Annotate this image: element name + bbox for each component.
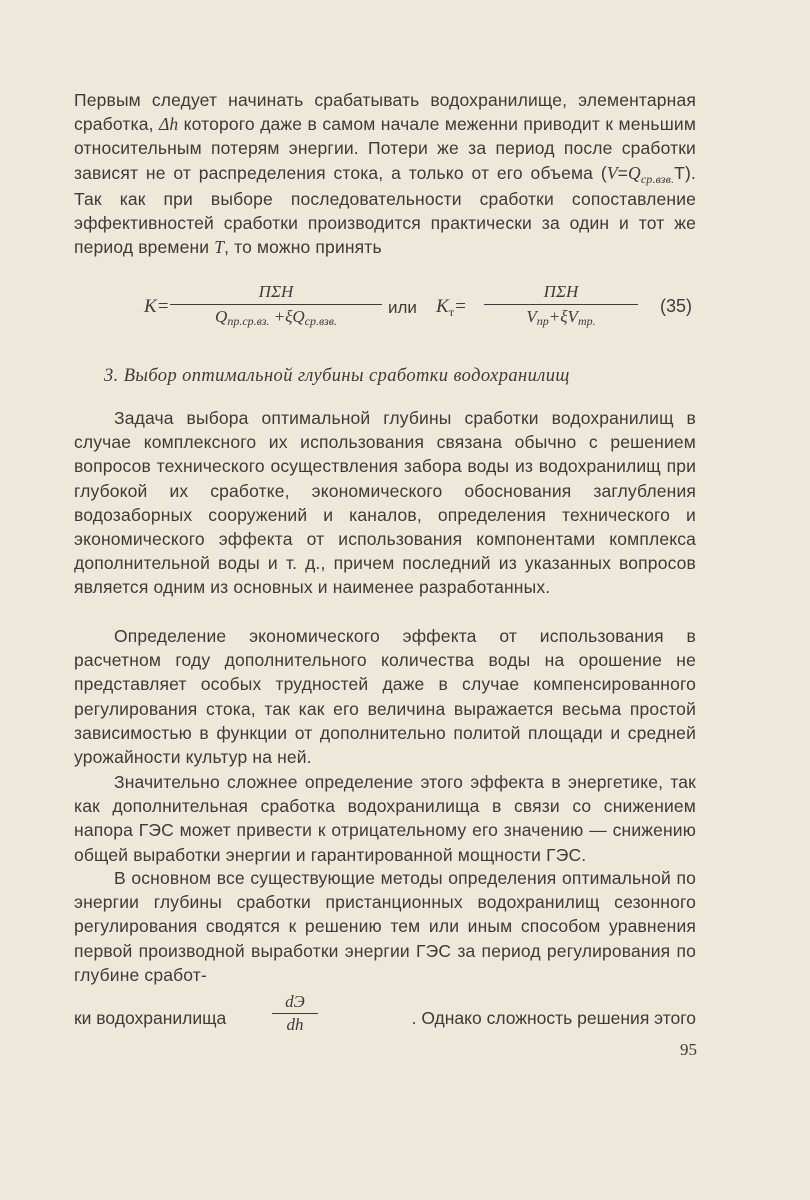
section-heading: 3. Выбор оптимальной глубины сработки водохранилищ xyxy=(104,366,570,386)
derivative-fraction xyxy=(272,992,318,1035)
formula-lhs-kt: $K_т=$ xyxy=(436,296,467,319)
paragraph-5: В основном все существующие методы определения оптимальной по энергии глубины сработки пристанционных водохранилищ сезонного регулирования сводятся к решению тем или иным способом уравнения первой производной выработки энергии ГЭС за период регулирования по глубине сработ- xyxy=(74,868,696,985)
fraction-k-numerator: ПΣH xyxy=(258,282,294,301)
fraction-k-denominator: Qпр.ср.вз. +ξQср.взв. xyxy=(215,307,337,328)
paragraph-4: Значительно сложнее определение этого эффекта в энергетике, так как дополнительная сработка водохранилища в связи со снижением напора ГЭС может привести к отрицательному его значению — снижению общей выработки энергии и гарантированной мощности ГЭС. xyxy=(74,772,696,865)
paragraph-2: Задача выбора оптимальной глубины сработки водохранилищ в случае комплексного их использования связана обычно с решением вопросов технического осуществления забора воды из водохранилищ при глубокой их сработке, экономического обоснования заглубления водозаборных сооружений и каналов, определения технического и экономического эффекта от использования компонентами комплекса дополнительной воды и т. д., причем последний из указанных вопросов является одним из основных и наименее разработанных. xyxy=(74,408,696,598)
formula-lhs-k: K= xyxy=(144,296,170,317)
fraction-bar xyxy=(272,1013,318,1014)
fraction-kt xyxy=(484,280,638,329)
paragraph-1: Первым следует начинать срабатывать водохранилище, элементарная сработка, Δh которого даже в самом начале меженни приводит к меньшим относительным потерям энергии. Потери же за период после сработки зависят не от распределения стока, а только от его объема $(V=Q_{ср.взв.}T)$. Так как при выборе последовательности сработки сопоставление эффективностей сработки производится практически за один и тот же период времени T, то можно принять xyxy=(74,90,696,258)
formula-35 xyxy=(74,280,696,342)
fraction-k xyxy=(170,280,382,329)
derivative-line xyxy=(74,990,696,1042)
fraction-kt-numerator: ПΣH xyxy=(543,282,579,301)
page-number: 95 xyxy=(680,1040,697,1059)
equation-number: (35) xyxy=(660,296,693,316)
derivative-line-right: . Однако сложность решения этого xyxy=(411,1008,696,1028)
derivative-line-left: ки водохранилища xyxy=(74,1008,227,1028)
derivative-numerator: dЭ xyxy=(285,992,305,1011)
fraction-kt-denominator: Vпр+ξVтр. xyxy=(526,307,596,328)
paragraph-3: Определение экономического эффекта от использования в расчетном году дополнительного количества воды на орошение не представляет особых трудностей даже в случае компенсированного регулирования стока, так как его величина выражается весьма простой зависимостью в функции от дополнительно политой площади и средней урожайности культур на ней. xyxy=(74,626,696,768)
formula-or: или xyxy=(388,298,417,317)
derivative-denominator: dh xyxy=(286,1015,304,1034)
